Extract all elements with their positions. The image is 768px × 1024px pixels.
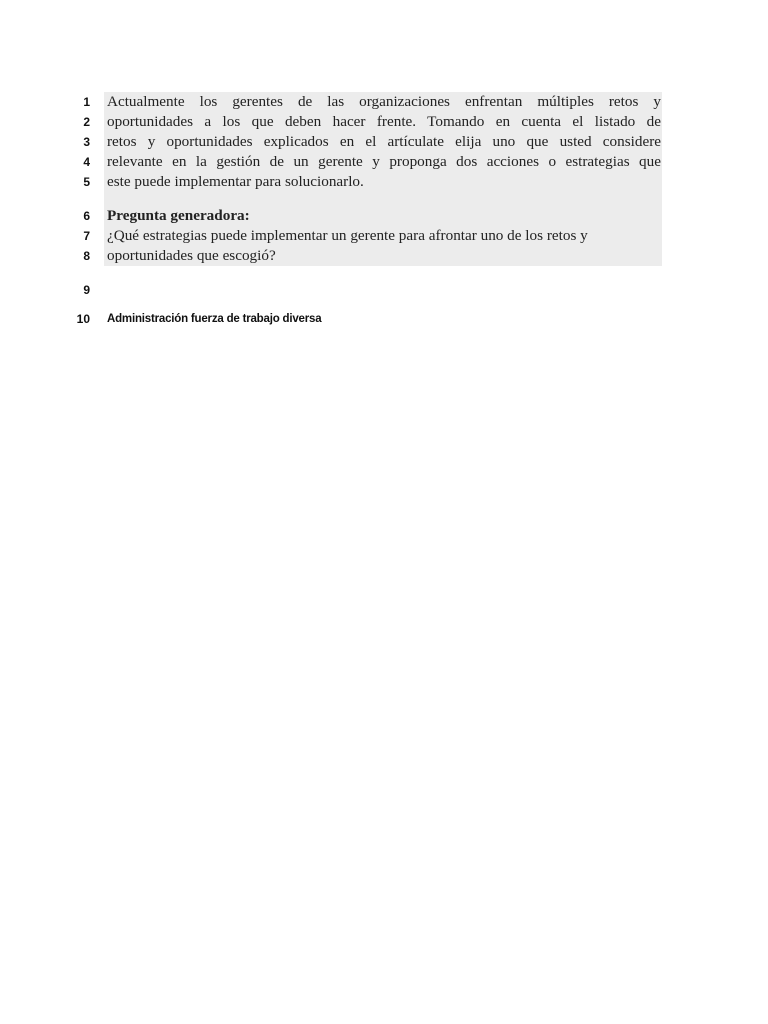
line-number: 8 — [83, 249, 90, 263]
paragraph-line: Actualmente los gerentes de las organizaciones enfrentan múltiples retos y — [107, 93, 661, 110]
text-line-5 — [0, 172, 768, 192]
text-line-7 — [0, 226, 768, 246]
line-number: 4 — [83, 155, 90, 169]
question-text: ¿Qué estrategias puede implementar un gerente para afrontar uno de los retos y — [107, 227, 588, 244]
paragraph-line: oportunidades a los que deben hacer frente. Tomando en cuenta el listado de — [107, 113, 661, 130]
line-number: 5 — [83, 175, 90, 189]
text-line-10 — [0, 309, 768, 329]
paragraph-line: este puede implementar para solucionarlo. — [107, 173, 364, 190]
paragraph-line: relevante en la gestión de un gerente y proponga dos acciones o estrategias que — [107, 153, 661, 170]
text-line-3 — [0, 132, 768, 152]
line-number: 7 — [83, 229, 90, 243]
text-line-8 — [0, 246, 768, 266]
text-line-1 — [0, 92, 768, 112]
line-number: 10 — [76, 312, 90, 326]
paragraph-line: retos y oportunidades explicados en el artículate elija uno que usted considere — [107, 133, 661, 150]
line-number: 3 — [83, 135, 90, 149]
question-heading: Pregunta generadora: — [107, 207, 250, 224]
line-number: 9 — [83, 283, 90, 297]
text-line-4 — [0, 152, 768, 172]
text-line-9 — [0, 280, 768, 300]
text-line-6 — [0, 206, 768, 226]
line-number: 6 — [83, 209, 90, 223]
line-number: 1 — [83, 95, 90, 109]
topic-label: Administración fuerza de trabajo diversa — [107, 313, 322, 325]
line-number: 2 — [83, 115, 90, 129]
text-line-2 — [0, 112, 768, 132]
question-text: oportunidades que escogió? — [107, 247, 276, 264]
